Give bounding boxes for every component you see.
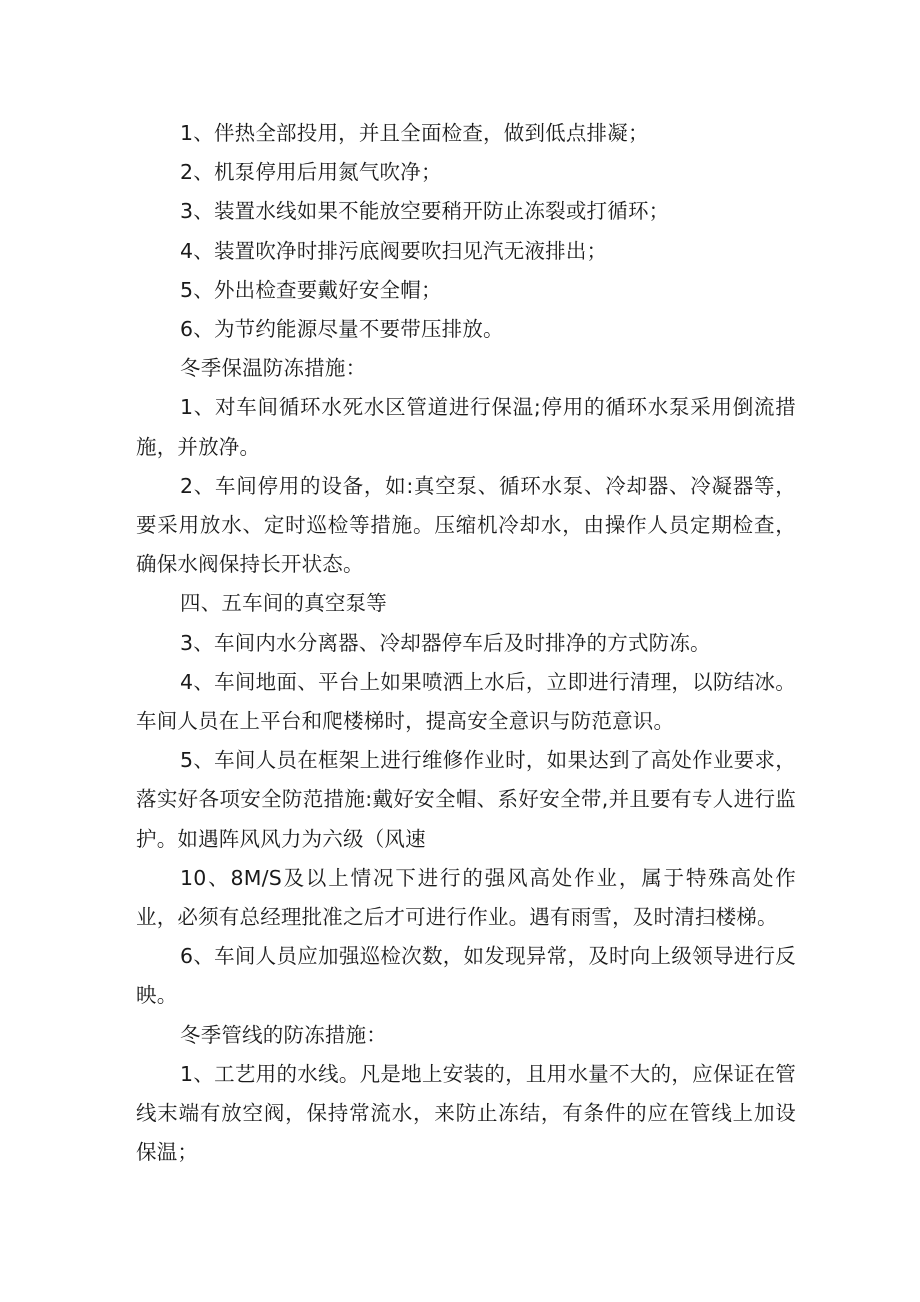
paragraph-12: 5、车间人员在框架上进行维修作业时，如果达到了高处作业要求，落实好各项安全防范措施:戴好安全帽、系好安全带,并且要有专人进行监护。如遇阵风风力为六级（风速 — [136, 748, 796, 851]
paragraph-9: 四、五车间的真空泵等 — [180, 591, 387, 616]
paragraph-6: 6、为节约能源尽量不要带压排放。 — [180, 317, 504, 342]
section-heading-winter-insulation: 冬季保温防冻措施： — [180, 356, 367, 381]
paragraph-15: 1、工艺用的水线。凡是地上安装的，且用水量不大的，应保证在管线末端有放空阀，保持常流水，来防止冻结，有条件的应在管线上加设保温； — [136, 1061, 796, 1165]
document-body — [136, 114, 796, 1172]
paragraph-14: 6、车间人员应加强巡检次数，如发现异常，及时向上级领导进行反映。 — [136, 944, 796, 1008]
paragraph-7: 1、对车间循环水死水区管道进行保温;停用的循环水泵采用倒流措施，并放净。 — [136, 395, 796, 459]
paragraph-3: 3、装置水线如果不能放空要稍开防止冻裂或打循环； — [180, 199, 670, 224]
paragraph-13: 10、8M/S及以上情况下进行的强风高处作业，属于特殊高处作业，必须有总经理批准之后才可进行作业。遇有雨雪，及时清扫楼梯。 — [136, 865, 796, 930]
paragraph-2: 2、机泵停用后用氮气吹净； — [180, 160, 442, 185]
paragraph-8: 2、车间停用的设备，如:真空泵、循环水泵、冷却器、冷凝器等，要采用放水、定时巡检等措施。压缩机冷却水，由操作人员定期检查，确保水阀保持长开状态。 — [136, 473, 796, 577]
paragraph-1: 1、伴热全部投用，并且全面检查，做到低点排凝； — [180, 121, 649, 145]
paragraph-11: 4、车间地面、平台上如果喷洒上水后，立即进行清理，以防结冰。车间人员在上平台和爬楼梯时，提高安全意识与防范意识。 — [136, 669, 796, 734]
section-heading-pipeline-antifreeze: 冬季管线的防冻措施： — [180, 1022, 387, 1047]
paragraph-5: 5、外出检查要戴好安全帽； — [180, 277, 442, 302]
paragraph-4: 4、装置吹净时排污底阀要吹扫见汽无液排出； — [180, 238, 608, 263]
paragraph-10: 3、车间内水分离器、冷却器停车后及时排净的方式防冻。 — [180, 630, 711, 655]
